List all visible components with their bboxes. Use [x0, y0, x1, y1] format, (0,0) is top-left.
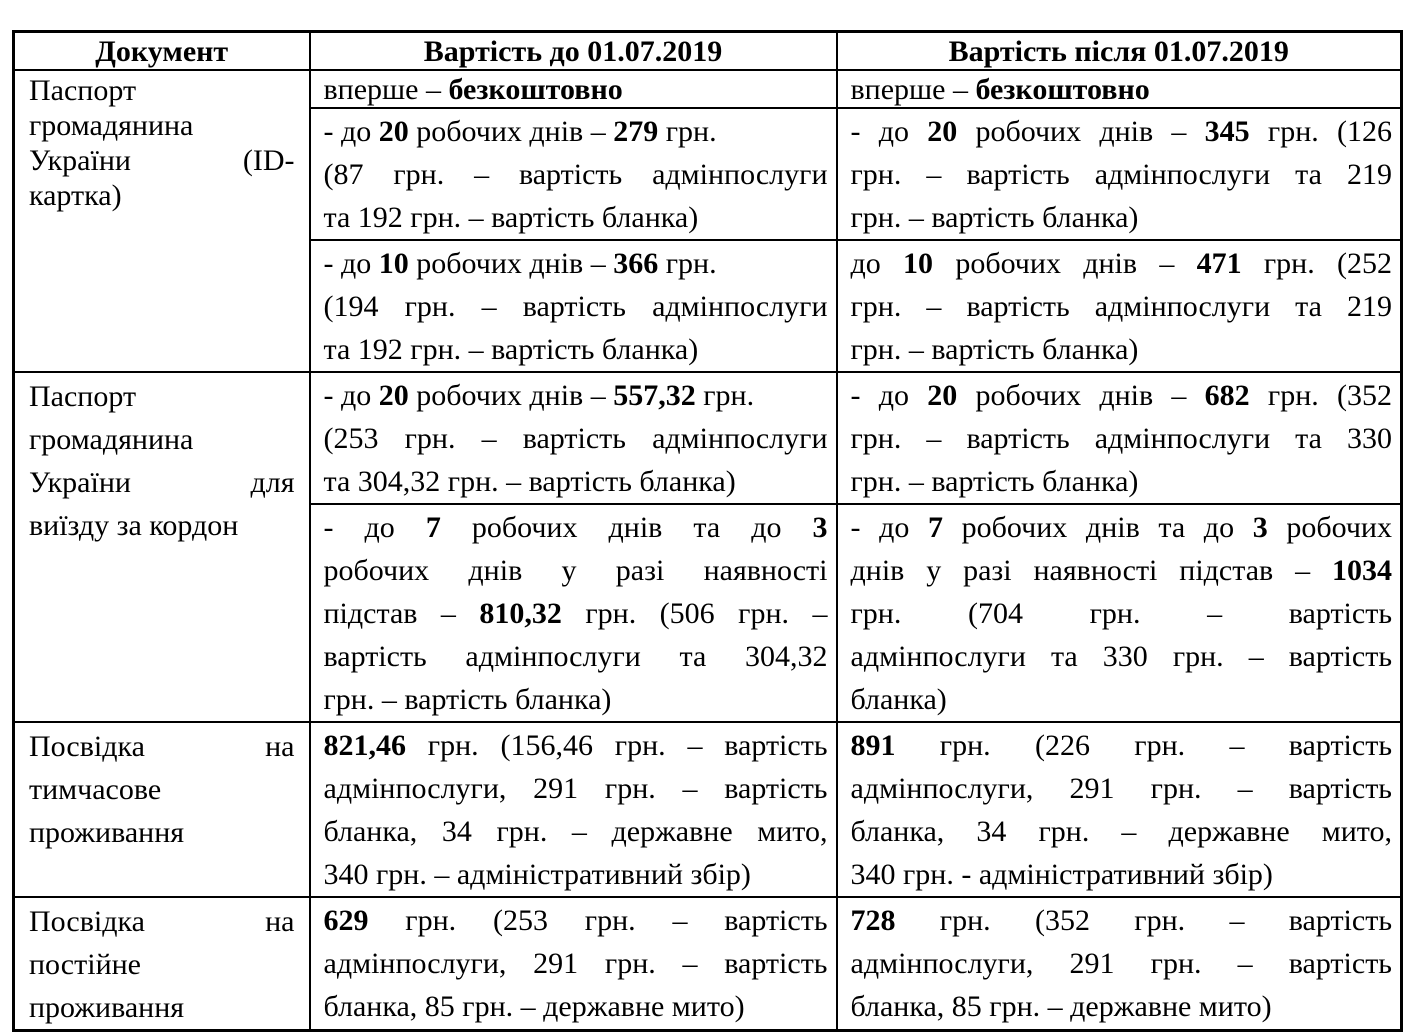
text-line: - до 7 робочих днів та до 3 робочих: [850, 511, 1392, 544]
text-line: грн. – вартість бланка): [323, 683, 612, 716]
text-line: тимчасове: [29, 773, 162, 806]
text-line: підстав – 810,32 грн. (506 грн. –: [323, 597, 828, 630]
cost-after-permanent-residence: [837, 897, 1402, 1031]
cell-paragraph: [324, 153, 828, 239]
text-line: бланка, 85 грн. – державне мито): [850, 990, 1272, 1023]
text-line: - до 20 робочих днів – 682 грн. (352: [850, 379, 1392, 412]
text-line: грн. – вартість адмінпослуги та 330: [850, 422, 1392, 455]
cell-paragraph: [324, 72, 828, 107]
text-line: - до 10 робочих днів – 366 грн.: [323, 247, 717, 280]
cost-before-travel-20-days: [310, 372, 837, 504]
document-cell-travel-passport: [14, 372, 310, 722]
text-line: проживання: [29, 991, 185, 1024]
text-line: Паспорт: [29, 74, 137, 107]
text-line: громадянина: [29, 109, 194, 142]
text-line: вперше – безкоштовно: [323, 73, 623, 106]
cell-paragraph: [29, 375, 295, 547]
document-cell-id-card: [14, 70, 310, 372]
cell-paragraph: [851, 724, 1393, 896]
cell-paragraph: [324, 506, 828, 721]
text-line: 821,46 грн. (156,46 грн. – вартість: [323, 729, 828, 762]
text-line: та 304,32 грн. – вартість бланка): [323, 465, 736, 498]
text-line: України (ID-: [29, 144, 295, 177]
cell-paragraph: [851, 72, 1393, 107]
text-line: 629 грн. (253 грн. – вартість: [323, 904, 828, 937]
cost-before-id-card-first: [310, 70, 837, 108]
cell-paragraph: [851, 110, 1393, 239]
cell-paragraph: [324, 110, 828, 153]
cell-paragraph: [851, 506, 1393, 721]
cell-paragraph: [851, 374, 1393, 503]
text-line: Паспорт: [29, 380, 137, 413]
cell-paragraph: [324, 724, 828, 896]
text-line: - до 7 робочих днів та до 3: [323, 511, 828, 544]
text-line: 728 грн. (352 грн. – вартість: [850, 904, 1392, 937]
cost-before-id-card-10-days: [310, 240, 837, 372]
text-line: (194 грн. – вартість адмінпослуги: [323, 290, 828, 323]
text-line: (87 грн. – вартість адмінпослуги: [323, 158, 828, 191]
cost-before-temporary-residence: [310, 722, 837, 897]
cell-paragraph: [324, 242, 828, 285]
text-line: - до 20 робочих днів – 279 грн.: [323, 115, 717, 148]
text-line: 891 грн. (226 грн. – вартість: [850, 729, 1392, 762]
document-cost-table: [12, 30, 1403, 1032]
cell-paragraph: [851, 242, 1393, 371]
text-line: Посвідка на: [29, 905, 295, 938]
text-line: - до 20 робочих днів – 345 грн. (126: [850, 115, 1392, 148]
text-line: громадянина: [29, 423, 194, 456]
text-line: грн. – вартість адмінпослуги та 219: [850, 290, 1392, 323]
text-line: України для: [29, 466, 295, 499]
cost-after-temporary-residence: [837, 722, 1402, 897]
cost-after-id-card-20-days: [837, 108, 1402, 240]
text-line: до 10 робочих днів – 471 грн. (252: [850, 247, 1392, 280]
cell-paragraph: [324, 417, 828, 503]
text-line: Посвідка на: [29, 730, 295, 763]
cost-before-permanent-residence: [310, 897, 837, 1031]
text-line: 340 грн. – адміністративний збір): [323, 858, 751, 891]
cost-before-id-card-20-days: [310, 108, 837, 240]
text-line: грн. – вартість бланка): [850, 201, 1139, 234]
cell-paragraph: [324, 374, 828, 417]
row-permanent-residence: [14, 897, 1402, 1031]
text-line: грн. (704 грн. – вартість: [850, 597, 1392, 630]
text-line: (253 грн. – вартість адмінпослуги: [323, 422, 828, 455]
text-line: бланка, 34 грн. – державне мито,: [850, 815, 1392, 848]
col-header-cost-before: Вартість до 01.07.2019: [310, 32, 837, 71]
text-line: грн. – вартість адмінпослуги та 219: [850, 158, 1392, 191]
text-line: адмінпослуги, 291 грн. – вартість: [323, 772, 828, 805]
cost-after-travel-7-days: [837, 504, 1402, 722]
text-line: днів у разі наявності підстав – 1034: [850, 554, 1392, 587]
cell-paragraph: [29, 725, 295, 854]
document-cell-temporary-residence: [14, 722, 310, 897]
text-line: виїзду за кордон: [29, 509, 239, 542]
col-header-document: Документ: [14, 32, 310, 71]
text-line: вперше – безкоштовно: [850, 73, 1150, 106]
text-line: бланка): [850, 683, 947, 716]
row-id-card-first-issue: [14, 70, 1402, 108]
cell-paragraph: [324, 285, 828, 371]
text-line: проживання: [29, 816, 185, 849]
cell-paragraph: [29, 73, 295, 213]
text-line: адмінпослуги та 330 грн. – вартість: [850, 640, 1392, 673]
text-line: та 192 грн. – вартість бланка): [323, 333, 699, 366]
text-line: адмінпослуги, 291 грн. – вартість: [850, 772, 1392, 805]
cell-paragraph: [324, 899, 828, 1028]
text-line: робочих днів у разі наявності: [323, 554, 828, 587]
row-travel-passport-20-days: [14, 372, 1402, 504]
text-line: вартість адмінпослуги та 304,32: [323, 640, 828, 673]
text-line: 340 грн. - адміністративний збір): [850, 858, 1273, 891]
header-row: [14, 32, 1402, 71]
text-line: постійне: [29, 948, 141, 981]
cost-after-travel-20-days: [837, 372, 1402, 504]
text-line: картка): [29, 179, 122, 212]
text-line: адмінпослуги, 291 грн. – вартість: [850, 947, 1392, 980]
row-temporary-residence: [14, 722, 1402, 897]
cost-before-travel-7-days: [310, 504, 837, 722]
text-line: грн. – вартість бланка): [850, 465, 1139, 498]
cost-after-id-card-first: [837, 70, 1402, 108]
cell-paragraph: [851, 899, 1393, 1028]
text-line: - до 20 робочих днів – 557,32 грн.: [323, 379, 755, 412]
cost-after-id-card-10-days: [837, 240, 1402, 372]
text-line: бланка, 85 грн. – державне мито): [323, 990, 745, 1023]
text-line: адмінпослуги, 291 грн. – вартість: [323, 947, 828, 980]
cell-paragraph: [29, 900, 295, 1029]
text-line: грн. – вартість бланка): [850, 333, 1139, 366]
text-line: та 192 грн. – вартість бланка): [323, 201, 699, 234]
document-cell-permanent-residence: [14, 897, 310, 1031]
col-header-cost-after: Вартість після 01.07.2019: [837, 32, 1402, 71]
text-line: бланка, 34 грн. – державне мито,: [323, 815, 828, 848]
